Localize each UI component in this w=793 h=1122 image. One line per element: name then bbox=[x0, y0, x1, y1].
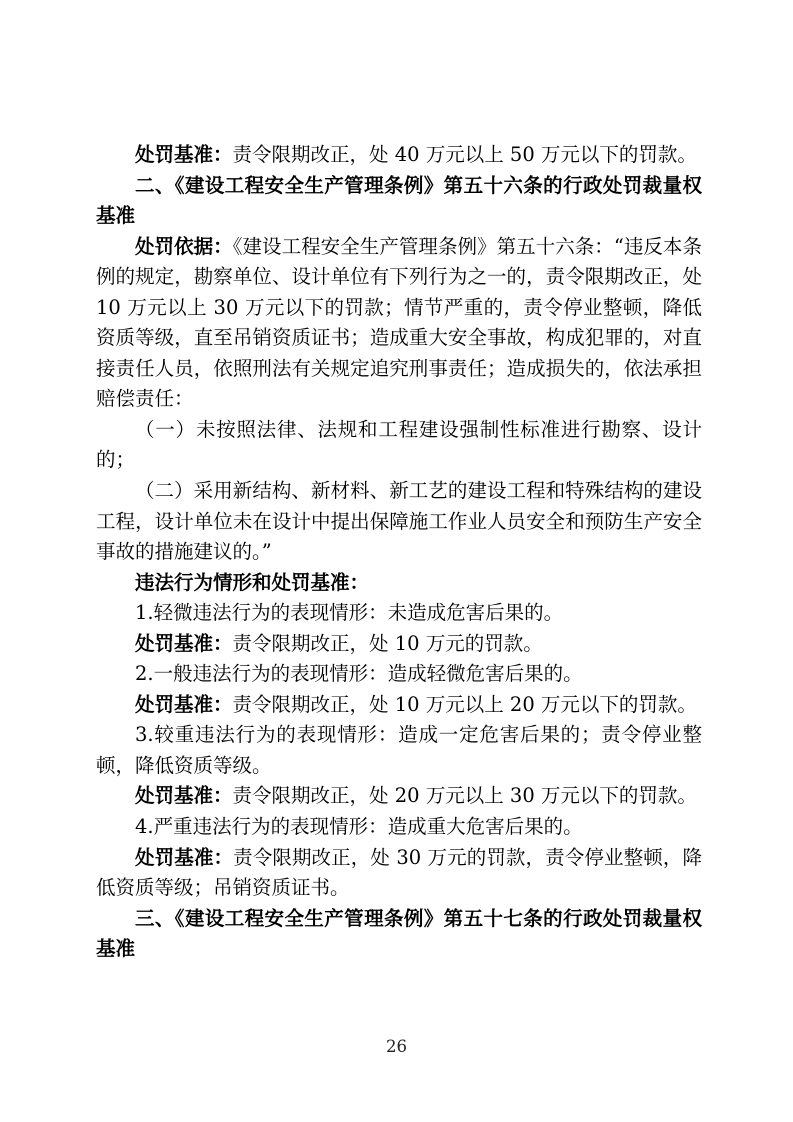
minor-violation-paragraph bbox=[96, 598, 702, 629]
heading-text: 三、《建设工程安全生产管理条例》第五十七条的行政处罚裁量权基准 bbox=[96, 906, 702, 961]
paragraph-text: 《建设工程安全生产管理条例》第五十六条：“违反本条例的规定，勘察单位、设计单位有下列行为之一的，责令限期改正，处 10 万元以上 30 万元以下的罚款；情节严重的，责令停业整顿，降低资质等级，直至吊销资质证书；造成重大安全事故，构成犯罪的，对直接责任人员，依照刑法有关规定追究刑事责任；造成损失的，依法承担赔偿责任： bbox=[96, 234, 702, 411]
paragraph-text: （二）采用新结构、新材料、新工艺的建设工程和特殊结构的建设工程，设计单位未在设计中提出保障施工作业人员安全和预防生产安全事故的措施建议的。” bbox=[96, 479, 702, 564]
section-3-heading bbox=[96, 904, 702, 965]
heading-text: 二、《建设工程安全生产管理条例》第五十六条的行政处罚裁量权基准 bbox=[96, 173, 702, 228]
clause-item-2-paragraph bbox=[96, 476, 702, 568]
penalty-standard-paragraph bbox=[96, 690, 702, 721]
paragraph-text: 责令限期改正，处 40 万元以上 50 万元以下的罚款。 bbox=[232, 143, 697, 166]
penalty-standard-paragraph bbox=[96, 843, 702, 904]
paragraph-text: 3.较重违法行为的表现情形：造成一定危害后果的；责令停业整顿，降低资质等级。 bbox=[96, 723, 702, 777]
relatively-serious-violation-paragraph bbox=[96, 720, 702, 781]
paragraph-label: 处罚基准： bbox=[135, 692, 233, 716]
subheading-text: 违法行为情形和处罚基准： bbox=[135, 570, 370, 594]
paragraph-text: 1.轻微违法行为的表现情形：未造成危害后果的。 bbox=[135, 601, 564, 625]
paragraph-text: 责令限期改正，处 20 万元以上 30 万元以下的罚款。 bbox=[232, 784, 697, 808]
paragraph-label: 处罚基准： bbox=[135, 143, 233, 166]
paragraph-label: 处罚基准： bbox=[135, 845, 234, 869]
clause-item-1-paragraph bbox=[96, 415, 702, 476]
penalty-standard-paragraph bbox=[96, 140, 702, 171]
paragraph-label: 处罚基准： bbox=[135, 631, 233, 655]
violation-standards-subheading bbox=[96, 568, 702, 599]
general-violation-paragraph bbox=[96, 659, 702, 690]
paragraph-label: 处罚依据： bbox=[135, 234, 233, 258]
paragraph-text: 责令限期改正，处 10 万元以上 20 万元以下的罚款。 bbox=[232, 692, 697, 716]
paragraph-label: 处罚基准： bbox=[135, 784, 233, 808]
section-2-heading bbox=[96, 171, 702, 232]
paragraph-text: （一）未按照法律、法规和工程建设强制性标准进行勘察、设计的； bbox=[96, 417, 702, 472]
paragraph-text: 责令限期改正，处 10 万元的罚款。 bbox=[232, 631, 543, 655]
paragraph-text: 2.一般违法行为的表现情形：造成轻微危害后果的。 bbox=[135, 662, 583, 686]
page-number: 26 bbox=[386, 1037, 407, 1056]
paragraph-text: 4.严重违法行为的表现情形：造成重大危害后果的。 bbox=[135, 815, 583, 839]
document-content bbox=[96, 140, 702, 965]
paragraph-text: 责令限期改正，处 30 万元的罚款，责令停业整顿，降低资质等级；吊销资质证书。 bbox=[96, 845, 702, 900]
penalty-standard-paragraph bbox=[96, 629, 702, 660]
penalty-standard-paragraph bbox=[96, 781, 702, 812]
severe-violation-paragraph bbox=[96, 812, 702, 843]
penalty-basis-paragraph bbox=[96, 232, 702, 415]
